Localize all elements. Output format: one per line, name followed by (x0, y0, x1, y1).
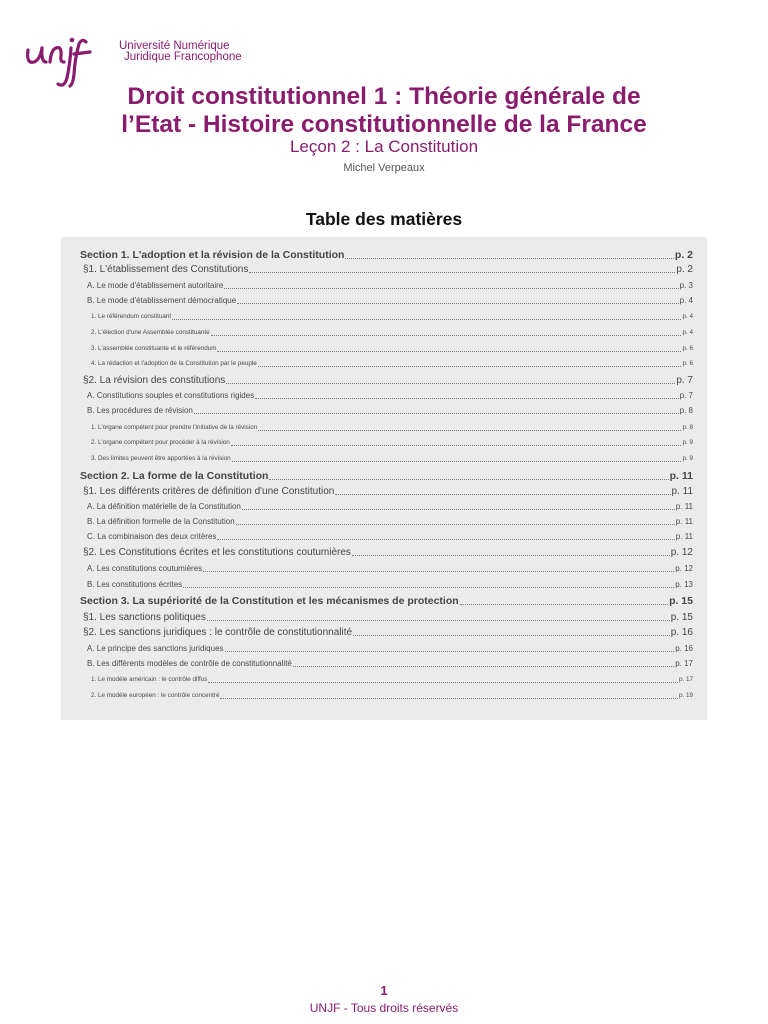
toc-entry[interactable] (87, 580, 693, 589)
toc-entry-leader (225, 651, 675, 652)
toc-entry-page: p. 17 (678, 676, 693, 683)
toc-entry-label: B. Les constitutions écrites (87, 580, 183, 589)
toc-heading: Table des matières (305, 209, 463, 229)
toc-entry[interactable] (83, 627, 693, 638)
toc-entry[interactable] (80, 470, 693, 482)
toc-entry-leader (183, 587, 674, 588)
toc-entry-label: §1. L'établissement des Constitutions (83, 264, 249, 275)
toc-entry-leader (242, 509, 675, 510)
lesson-title: Leçon 2 : La Constitution (289, 137, 479, 156)
toc-entry-page: p. 11 (675, 532, 693, 541)
toc-entry-leader (255, 398, 678, 399)
toc-entry-leader (172, 319, 681, 320)
toc-entry-label: Section 2. La forme de la Constitution (80, 470, 269, 482)
toc-entry-label: A. Constitutions souples et constitutions rigides (87, 391, 255, 400)
toc-entry[interactable] (91, 313, 693, 320)
toc-entry[interactable] (87, 296, 693, 305)
toc-entry-label: A. Le mode d'établissement autoritaire (87, 281, 224, 290)
toc-entry-leader (293, 666, 674, 667)
toc-entry-page: p. 11 (671, 486, 693, 497)
toc-entry-leader (269, 479, 668, 480)
toc-entry-page: p. 11 (675, 517, 693, 526)
toc-entry[interactable] (83, 547, 693, 558)
toc-entry-page: p. 4 (682, 329, 693, 336)
toc-entry-leader (231, 445, 682, 446)
toc-entry-leader (258, 366, 682, 367)
toc-entry-leader (220, 698, 678, 699)
toc-entry[interactable] (80, 249, 693, 261)
toc-entry-label: 2. L'organe compétent pour procéder à la révision (91, 439, 230, 446)
toc-entry-label: 1. L'organe compétent pour prendre l'initiative de la révision (91, 424, 258, 431)
toc-entry-leader (207, 620, 670, 621)
toc-entry-page: p. 6 (682, 360, 693, 367)
page-number: 1 (380, 983, 388, 998)
toc-entry[interactable] (91, 439, 693, 446)
toc-entry[interactable] (87, 406, 693, 415)
toc-entry-page: p. 17 (675, 659, 693, 668)
document-title-line-1: Droit constitutionnel 1 : Théorie générale de (127, 83, 641, 110)
toc-entry-label: Section 3. La supériorité de la Constitution et les mécanismes de protection (80, 595, 459, 607)
toc-entry[interactable] (83, 375, 693, 386)
toc-entry-label: A. Les constitutions coutumières (87, 564, 203, 573)
toc-entry[interactable] (87, 644, 693, 653)
toc-entry-leader (352, 555, 670, 556)
toc-entry[interactable] (87, 502, 693, 511)
toc-entry[interactable] (87, 517, 693, 526)
toc-entry-page: p. 4 (682, 313, 693, 320)
toc-entry-leader (226, 383, 675, 384)
toc-entry[interactable] (91, 424, 693, 431)
toc-entry[interactable] (80, 595, 693, 607)
toc-entry-page: p. 8 (682, 424, 693, 431)
toc-entry-page: p. 6 (682, 345, 693, 352)
toc-entry[interactable] (91, 455, 693, 462)
toc-entry-page: p. 15 (669, 595, 693, 607)
toc-entry-page: p. 13 (675, 580, 693, 589)
toc-entry-page: p. 2 (676, 264, 693, 275)
toc-entry-label: 2. L'élection d'une Assemblée constituante (91, 329, 210, 336)
toc-entry-leader (460, 604, 668, 605)
toc-entry-leader (353, 635, 670, 636)
toc-entry-label: 4. La rédaction et l'adoption de la Constitution par le peuple (91, 360, 257, 367)
toc-entry-page: p. 11 (669, 470, 693, 482)
toc-entry-label: 1. Le modèle américain : le contrôle diffus (91, 676, 208, 683)
toc-entry-label: §2. La révision des constitutions (83, 375, 226, 386)
toc-entry[interactable] (87, 532, 693, 541)
toc-entry-leader (236, 524, 675, 525)
toc-entry-label: 1. Le référendum constituant (91, 313, 172, 320)
toc-entry-page: p. 2 (674, 249, 693, 261)
toc-entry[interactable] (87, 564, 693, 573)
toc-entry-page: p. 11 (675, 502, 693, 511)
toc-entry-leader (217, 351, 681, 352)
document-title (0, 83, 768, 139)
toc-entry-leader (208, 682, 678, 683)
toc-entry-leader (335, 494, 670, 495)
logo-line-2: Juridique Francophone (124, 51, 242, 63)
toc-entry-label: A. Le principe des sanctions juridiques (87, 644, 224, 653)
logo-line-1: Université Numérique (119, 40, 230, 52)
toc-entry-page: p. 16 (670, 627, 693, 638)
toc-entry-label: §1. Les sanctions politiques (83, 612, 206, 623)
toc-entry-page: p. 4 (679, 296, 693, 305)
document-title-line-2: l’Etat - Histoire constitutionnelle de la France (121, 111, 647, 138)
toc-entry-label: §2. Les sanctions juridiques : le contrôle de constitutionnalité (83, 627, 353, 638)
toc-entry[interactable] (83, 486, 693, 497)
toc-entry-page: p. 15 (670, 612, 693, 623)
toc-entry[interactable] (83, 612, 693, 623)
toc-entry-label: 2. Le modèle européen : le contrôle concentré (91, 692, 220, 699)
toc-entry-label: C. La combinaison des deux critères (87, 532, 217, 541)
toc-entry-page: p. 7 (676, 375, 693, 386)
toc-entry-label: Section 1. L'adoption et la révision de la Constitution (80, 249, 345, 261)
toc-entry-label: B. Les procédures de révision (87, 406, 193, 415)
toc-entry-page: p. 3 (679, 281, 693, 290)
toc-entry-page: p. 16 (675, 644, 693, 653)
toc-entry-leader (194, 413, 679, 414)
toc-entry-page: p. 19 (678, 692, 693, 699)
toc-entry[interactable] (91, 360, 693, 367)
toc-entry[interactable] (87, 659, 693, 668)
table-of-contents (61, 237, 707, 720)
toc-entry[interactable] (83, 264, 693, 275)
logo-text (119, 41, 242, 63)
toc-entry-leader (258, 430, 681, 431)
toc-entry-page: p. 8 (679, 406, 693, 415)
toc-entry[interactable] (91, 676, 693, 683)
toc-entry-page: p. 7 (679, 391, 693, 400)
toc-entry-page: p. 9 (682, 455, 693, 462)
toc-entry-label: §1. Les différents critères de définition d'une Constitution (83, 486, 335, 497)
unjf-logo-mark (24, 34, 116, 90)
toc-entry-label: §2. Les Constitutions écrites et les constitutions coutumières (83, 547, 351, 558)
toc-entry-leader (203, 571, 674, 572)
toc-entry-label: A. La définition matérielle de la Constitution (87, 502, 241, 511)
toc-entry-leader (224, 288, 678, 289)
toc-entry-leader (249, 272, 675, 273)
toc-entry-page: p. 12 (675, 564, 693, 573)
toc-entry[interactable] (87, 281, 693, 290)
toc-entry[interactable] (91, 329, 693, 336)
toc-entry[interactable] (91, 692, 693, 699)
author-name: Michel Verpeaux (343, 162, 425, 174)
toc-entry-label: 3. L'assemblée constituante et le référendum (91, 345, 217, 352)
toc-entry-leader (237, 303, 678, 304)
toc-entry-leader (232, 461, 682, 462)
toc-entry[interactable] (87, 391, 693, 400)
toc-entry-label: B. Les différents modèles de contrôle de constitutionnalité (87, 659, 292, 668)
toc-entry-label: B. Le mode d'établissement démocratique (87, 296, 237, 305)
toc-entry-page: p. 12 (670, 547, 693, 558)
toc-entry[interactable] (91, 345, 693, 352)
toc-entry-leader (345, 258, 673, 259)
toc-entry-label: 3. Des limites peuvent être apportées à la révision (91, 455, 231, 462)
copyright-footer: UNJF - Tous droits réservés (309, 1001, 459, 1015)
toc-entry-leader (211, 335, 682, 336)
toc-entry-page: p. 9 (682, 439, 693, 446)
toc-entry-label: B. La définition formelle de la Constitution (87, 517, 235, 526)
toc-entry-leader (217, 539, 674, 540)
